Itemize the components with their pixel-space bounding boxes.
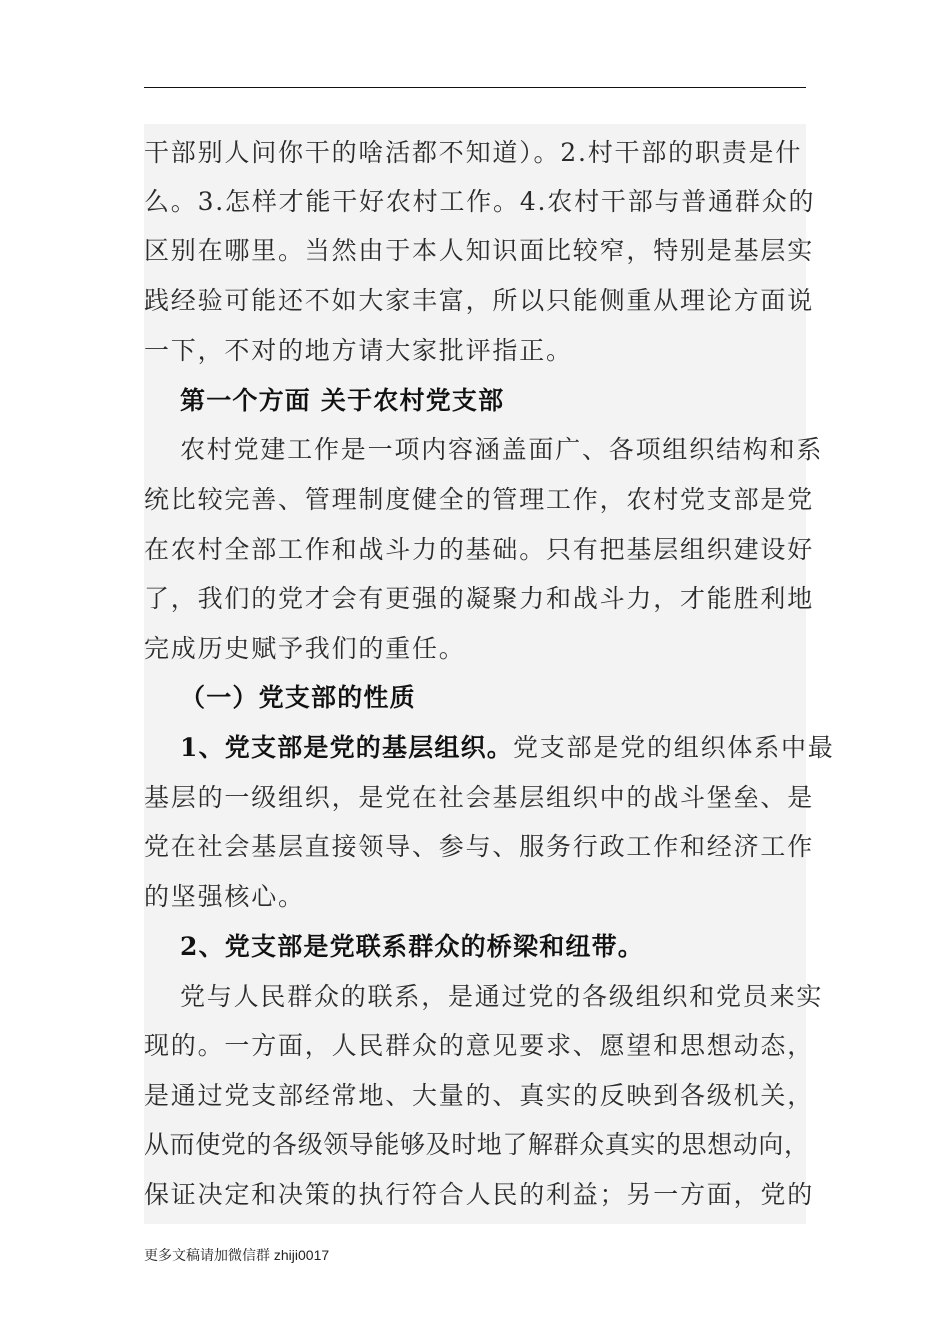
section-heading: 第一个方面 关于农村党支部: [180, 386, 505, 415]
text-line: 党在社会基层直接领导、参与、服务行政工作和经济工作: [144, 832, 815, 861]
subsection-heading: （一）党支部的性质: [180, 683, 416, 712]
page-footer: 更多文稿请加微信群 zhiji0017: [144, 1247, 330, 1263]
text-line: 从而使党的各级领导能够及时地了解群众真实的思想动向，: [144, 1130, 810, 1159]
text-line: 统比较完善、管理制度健全的管理工作，农村党支部是党: [144, 485, 815, 514]
point1-bold-lead: 1、党支部是党的基层组织。: [180, 733, 513, 762]
text-line: 的坚强核心。: [144, 882, 305, 911]
text-line: 现的。一方面，人民群众的意见要求、愿望和思想动态，: [144, 1031, 815, 1060]
text-line: 么。3.怎样才能干好农村工作。4.农村干部与普通群众的: [144, 187, 816, 216]
header-rule: [144, 87, 806, 88]
text-line: 干部别人问你干的啥活都不知道）。2.村干部的职责是什: [144, 138, 803, 167]
text-line: 区别在哪里。当然由于本人知识面比较窄，特别是基层实: [144, 236, 815, 265]
text-line: 在农村全部工作和战斗力的基础。只有把基层组织建设好: [144, 535, 815, 564]
point1-first-line: [180, 723, 835, 773]
text-line: 基层的一级组织，是党在社会基层组织中的战斗堡垒、是: [144, 783, 815, 812]
text-line: 是通过党支部经常地、大量的、真实的反映到各级机关，: [144, 1081, 815, 1110]
text-line: 党与人民群众的联系，是通过党的各级组织和党员来实: [180, 982, 824, 1011]
point1-first-line-rest: 党支部是党的组织体系中最: [513, 733, 835, 762]
text-line: 保证决定和决策的执行符合人民的利益；另一方面，党的: [144, 1180, 815, 1209]
text-line: 一下，不对的地方请大家批评指正。: [144, 336, 573, 365]
point2-heading: 2、党支部是党联系群众的桥梁和纽带。: [180, 932, 644, 961]
text-line: 完成历史赋予我们的重任。: [144, 634, 466, 663]
text-line: 践经验可能还不如大家丰富，所以只能侧重从理论方面说: [144, 286, 815, 315]
text-line: 了，我们的党才会有更强的凝聚力和战斗力，才能胜利地: [144, 584, 815, 613]
text-line: 农村党建工作是一项内容涵盖面广、各项组织结构和系: [180, 435, 824, 464]
